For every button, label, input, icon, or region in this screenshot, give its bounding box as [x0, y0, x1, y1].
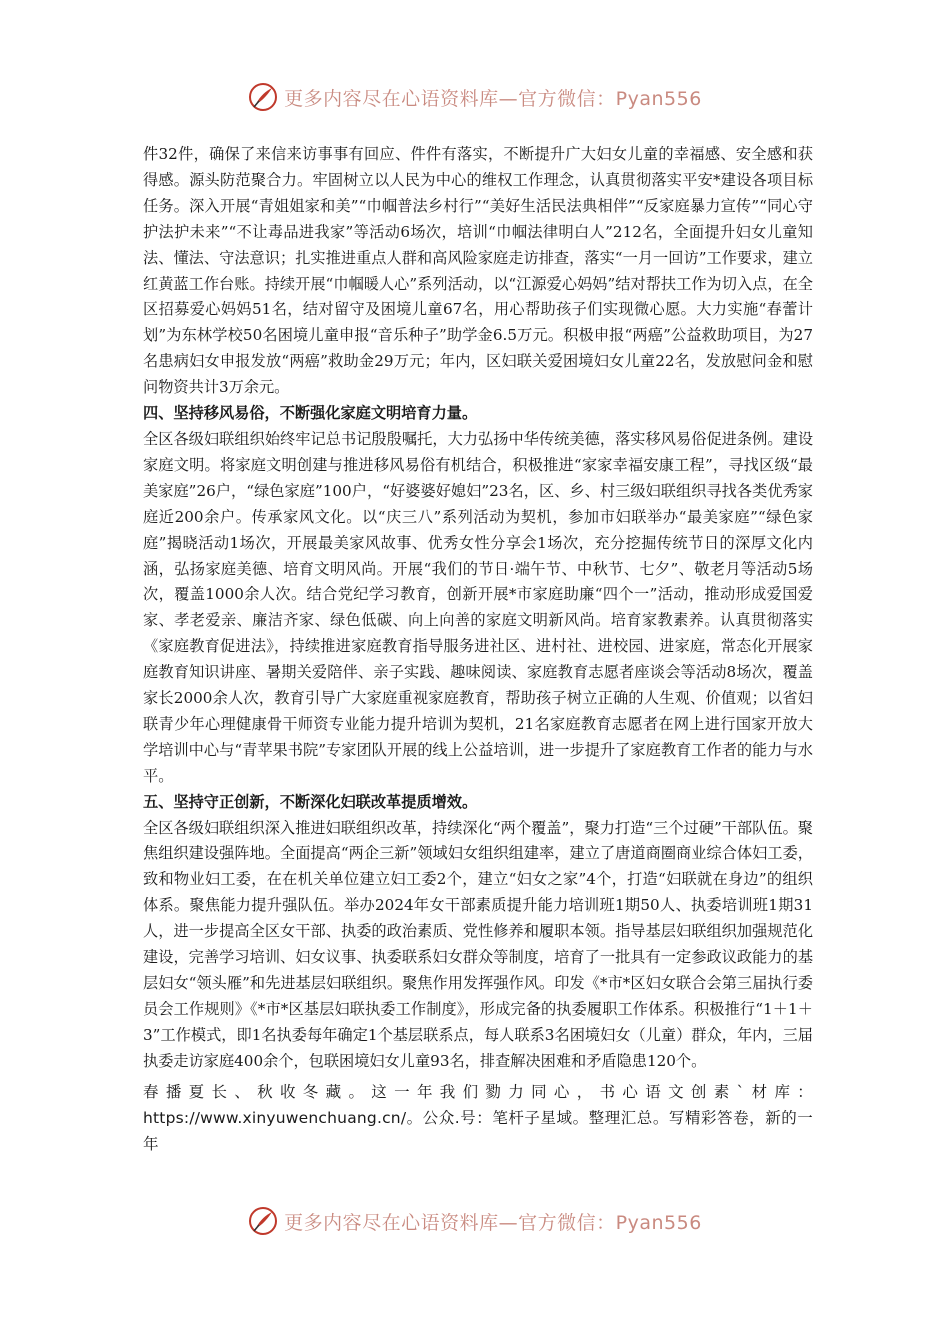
paragraph-reform: 全区各级妇联组织深入推进妇联组织改革，持续深化“两个覆盖”，聚力打造“三个过硬”干部队伍。聚焦组织建设强阵地。全面提高“两企三新”领域妇女组织组建率，建立了唐道商圈商业综合体妇工委，致和物业妇工委，在在机关单位建立妇工委2个，建立“妇女之家”4个，打造“妇联就在身边”的组织体系。聚焦能力提升强队伍。举办2024年女干部素质提升能力培训班1期50人、执委培训班1期31人，进一步提高全区女干部、执委的政治素质、党性修养和履职本领。指导基层妇联组织加强规范化建设，完善学习培训、妇女议事、执委联系妇女群众等制度，培育了一批具有一定参政议政能力的基层妇女“领头雁”和先进基层妇联组织。聚焦作用发挥强作风。印发《*市*区妇女联合会第三届执行委员会工作规则》《*市*区基层妇联执委工作制度》，形成完备的执委履职工作体系。积极推行“1＋1＋3”工作模式，即1名执委每年确定1个基层联系点，每人联系3名困境妇女（儿童）群众，年内，三届执委走访家庭400余个，包联困境妇女儿童93名，排查解决困难和矛盾隐患120个。 — [143, 818, 813, 1070]
paragraph-rights-protection: 件32件，确保了来信来访事事有回应、件件有落实，不断提升广大妇女儿童的幸福感、安全感和获得感。源头防范聚合力。牢固树立以人民为中心的维权工作理念，认真贯彻落实平安*建设各项目标任务。深入开展“青姐姐家和美”“巾帼普法乡村行”“美好生活民法典相伴”“反家庭暴力宣传”“同心守护法护未来”“不让毒品进我家”等活动6场次，培训“巾帼法律明白人”212名，全面提升妇女儿童知法、懂法、守法意识；扎实推进重点人群和高风险家庭走访排查，落实“一月一回访”工作要求，建立红黄蓝工作台账。持续开展“巾帼暖人心”系列活动，以“江源爱心妈妈”结对帮扶工作为切入点，在全区招募爱心妈妈51名，结对留守及困境儿童67名，用心帮助孩子们实现微心愿。大力实施“春蕾计划”为东林学校50名困境儿童申报“音乐种子”助学金6.5万元。积极申报“两癌”公益救助项目，为27名患病妇女申报发放“两癌”救助金29万元；年内，区妇联关爱困境妇女儿童22名，发放慰问金和慰问物资共计3万余元。 — [143, 145, 813, 397]
section-heading-5: 五、坚持守正创新，不断深化妇联改革提质增效。 — [143, 792, 478, 811]
watermark-text: 更多内容尽在心语资料库—官方微信：Pyan556 — [284, 87, 702, 110]
paragraph-family-civilization: 全区各级妇联组织始终牢记总书记殷殷嘱托，大力弘扬中华传统美德，落实移风易俗促进条例。建设家庭文明。将家庭文明创建与推进移风易俗有机结合，积极推进“家家幸福安康工程”，寻找区级“最美家庭”26户，“绿色家庭”100户，“好婆婆好媳妇”23名，区、乡、村三级妇联组织寻找各类优秀家庭近200余户。传承家风文化。以“庆三八”系列活动为契机，参加市妇联举办“最美家庭”“绿色家庭”揭晓活动1场次，开展最美家风故事、优秀女性分享会1场次，充分挖掘传统节日的深厚文化内涵，弘扬家庭美德、培育文明风尚。开展“我们的节日·端午节、中秋节、七夕”、敬老月等活动5场次，覆盖1000余人次。结合党纪学习教育，创新开展*市家庭助廉“四个一”活动，推动形成爱国爱家、孝老爱亲、廉洁齐家、绿色低碳、向上向善的家庭文明新风尚。培育家教素养。认真贯彻落实《家庭教育促进法》，持续推进家庭教育指导服务进社区、进村社、进校园、进家庭，常态化开展家庭教育知识讲座、暑期关爱陪伴、亲子实践、趣味阅读、家庭教育志愿者座谈会等活动8场次，覆盖家长2000余人次，教育引导广大家庭重视家庭教育，帮助孩子树立正确的人生观、价值观；以省妇联青少年心理健康骨干师资专业能力提升培训为契机，21名家庭教育志愿者在网上进行国家开放大学培训中心与“青苹果书院”专家团队开展的线上公益培训，进一步提升了家庭教育工作者的能力与水平。 — [143, 429, 813, 785]
document-body — [143, 142, 813, 1157]
watermark-footer — [0, 1206, 950, 1236]
promo-text: 春播夏长、秋收冬藏。这一年我们勠力同心，书心语文创素`材库：https://www.xinyuwenchuang.cn/。公众.号：笔杆子星域。整理汇总。写精彩答卷，新的一年 — [143, 1082, 813, 1153]
feather-pen-logo-icon — [248, 82, 278, 112]
watermark-header — [0, 82, 950, 112]
feather-pen-logo-icon — [248, 1206, 278, 1236]
watermark-text: 更多内容尽在心语资料库—官方微信：Pyan556 — [284, 1211, 702, 1234]
section-heading-4: 四、坚持移风易俗，不断强化家庭文明培育力量。 — [143, 404, 478, 423]
